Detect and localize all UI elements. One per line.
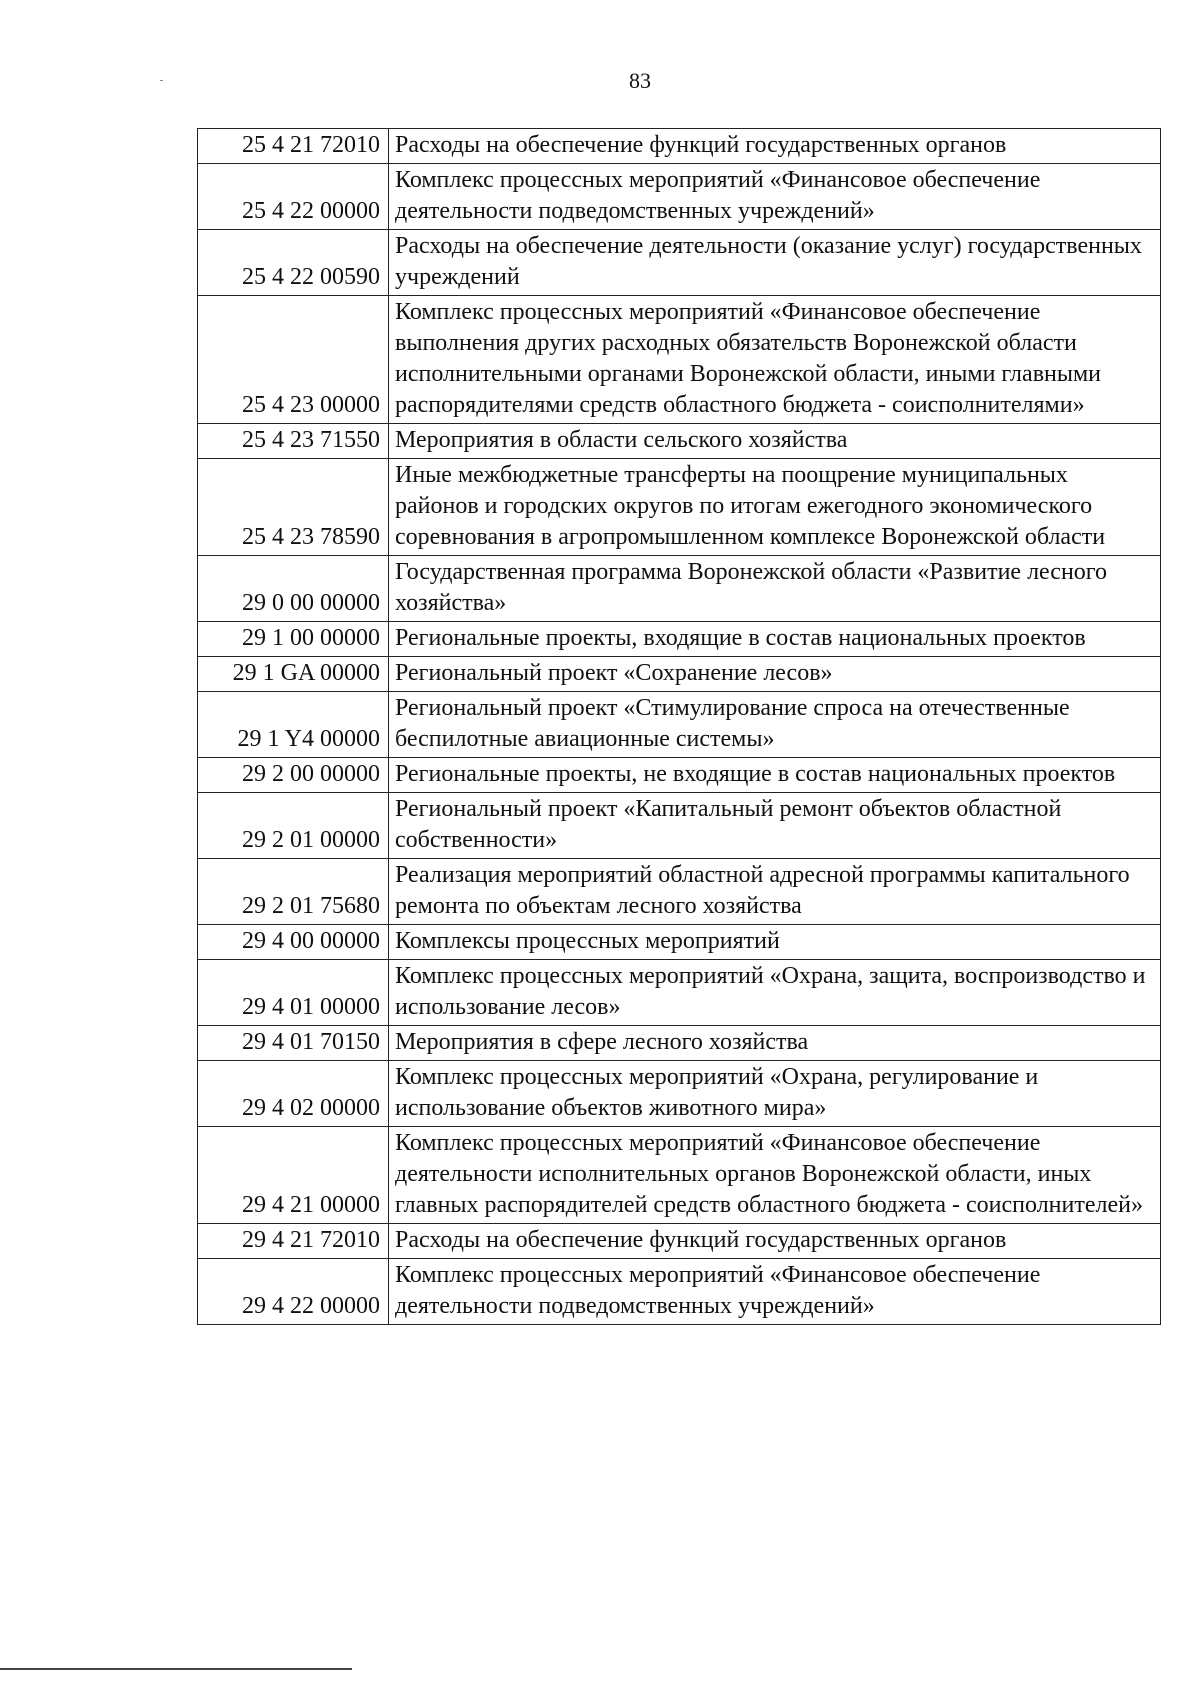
row-code: 29 1 00 00000 [198, 622, 389, 657]
row-code: 29 1 Y4 00000 [198, 692, 389, 758]
scan-mark [160, 80, 163, 81]
budget-classification-table [197, 128, 1161, 1325]
row-description: Комплекс процессных мероприятий «Финансовое обеспечение деятельности подведомственных учреждений» [389, 164, 1161, 230]
row-code: 29 4 01 00000 [198, 960, 389, 1026]
row-code: 29 2 00 00000 [198, 758, 389, 793]
row-code: 29 0 00 00000 [198, 556, 389, 622]
row-code: 29 4 02 00000 [198, 1061, 389, 1127]
table-row [198, 424, 1161, 459]
row-description: Региональные проекты, входящие в состав национальных проектов [389, 622, 1161, 657]
table-row [198, 459, 1161, 556]
table-row [198, 793, 1161, 859]
row-description: Комплекс процессных мероприятий «Охрана, защита, воспроизводство и использование лесов» [389, 960, 1161, 1026]
row-description: Комплекс процессных мероприятий «Финансовое обеспечение деятельности подведомственных учреждений» [389, 1259, 1161, 1325]
row-code: 29 4 22 00000 [198, 1259, 389, 1325]
row-code: 29 2 01 75680 [198, 859, 389, 925]
row-code: 25 4 22 00000 [198, 164, 389, 230]
row-description: Комплексы процессных мероприятий [389, 925, 1161, 960]
row-code: 25 4 23 71550 [198, 424, 389, 459]
row-description: Комплекс процессных мероприятий «Охрана, регулирование и использование объектов животного мира» [389, 1061, 1161, 1127]
table-row [198, 230, 1161, 296]
row-code: 25 4 22 00590 [198, 230, 389, 296]
table-body [198, 129, 1161, 1325]
row-code: 29 4 21 72010 [198, 1224, 389, 1259]
table-row [198, 758, 1161, 793]
table-row [198, 692, 1161, 758]
row-description: Расходы на обеспечение функций государственных органов [389, 1224, 1161, 1259]
row-code: 25 4 23 78590 [198, 459, 389, 556]
footer-rule [0, 1668, 352, 1670]
row-description: Расходы на обеспечение деятельности (оказание услуг) государственных учреждений [389, 230, 1161, 296]
table-row [198, 657, 1161, 692]
row-description: Расходы на обеспечение функций государственных органов [389, 129, 1161, 164]
table-row [198, 556, 1161, 622]
row-description: Государственная программа Воронежской области «Развитие лесного хозяйства» [389, 556, 1161, 622]
page-number: 83 [629, 68, 651, 93]
table-row [198, 164, 1161, 230]
table-row [198, 1127, 1161, 1224]
table-row [198, 1061, 1161, 1127]
row-description: Иные межбюджетные трансферты на поощрение муниципальных районов и городских округов по итогам ежегодного экономического соревнования в агропромышленном комплексе Воронежской области [389, 459, 1161, 556]
row-code: 29 4 00 00000 [198, 925, 389, 960]
row-code: 29 4 21 00000 [198, 1127, 389, 1224]
row-description: Региональный проект «Сохранение лесов» [389, 657, 1161, 692]
table-row [198, 960, 1161, 1026]
row-code: 25 4 21 72010 [198, 129, 389, 164]
table-row [198, 622, 1161, 657]
row-code: 29 2 01 00000 [198, 793, 389, 859]
row-code: 29 4 01 70150 [198, 1026, 389, 1061]
table-row [198, 859, 1161, 925]
row-description: Мероприятия в сфере лесного хозяйства [389, 1026, 1161, 1061]
row-code: 25 4 23 00000 [198, 296, 389, 424]
row-code: 29 1 GA 00000 [198, 657, 389, 692]
table-row [198, 1224, 1161, 1259]
row-description: Комплекс процессных мероприятий «Финансовое обеспечение деятельности исполнительных органов Воронежской области, иных главных распорядителей средств областного бюджета - соисполнителей» [389, 1127, 1161, 1224]
table-row [198, 1259, 1161, 1325]
row-description: Региональный проект «Капитальный ремонт объектов областной собственности» [389, 793, 1161, 859]
row-description: Комплекс процессных мероприятий «Финансовое обеспечение выполнения других расходных обязательств Воронежской области исполнительными органами Воронежской области, иными главными распорядителями средств областного бюджета - соисполнителями» [389, 296, 1161, 424]
row-description: Реализация мероприятий областной адресной программы капитального ремонта по объектам лесного хозяйства [389, 859, 1161, 925]
row-description: Мероприятия в области сельского хозяйства [389, 424, 1161, 459]
table-row [198, 1026, 1161, 1061]
table-row [198, 925, 1161, 960]
row-description: Региональный проект «Стимулирование спроса на отечественные беспилотные авиационные системы» [389, 692, 1161, 758]
table-row [198, 296, 1161, 424]
row-description: Региональные проекты, не входящие в состав национальных проектов [389, 758, 1161, 793]
table-row [198, 129, 1161, 164]
